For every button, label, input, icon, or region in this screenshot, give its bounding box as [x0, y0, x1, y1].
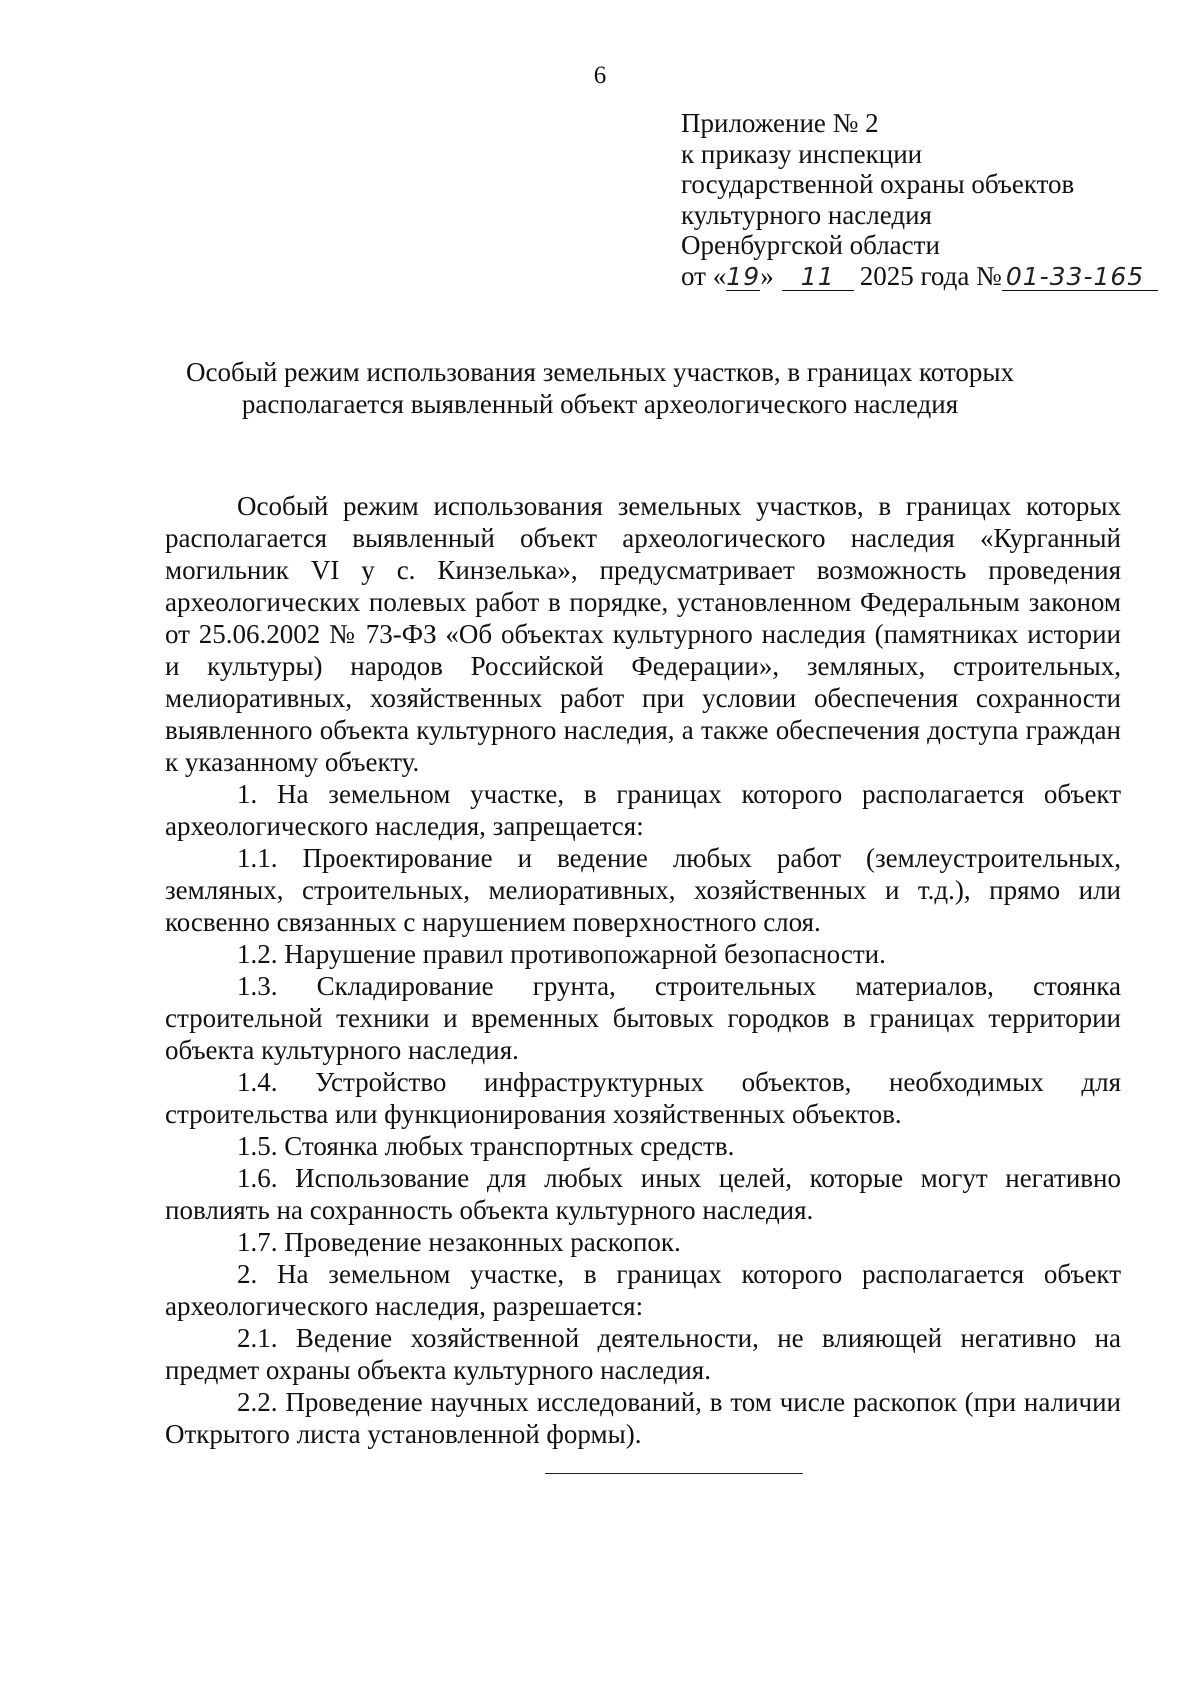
date-prefix: от «	[681, 260, 727, 291]
clause-1-2: 1.2. Нарушение правил противопожарной безопасности.	[237, 939, 886, 969]
appendix-line: государственной охраны объектов	[681, 169, 1075, 199]
appendix-line: к приказу инспекции	[681, 138, 923, 169]
title-line: располагается выявленный объект археологического наследия	[241, 389, 959, 419]
page-number: 6	[593, 62, 607, 89]
title-line: Особый режим использования земельных участков, в границах которых	[185, 357, 1015, 387]
order-date-line	[681, 261, 1181, 292]
clause-1-3: 1.3. Складирование грунта, строительных материалов, стоянка строительной техники и временных бытовых городков в границах территории объекта культурного наследия.	[165, 971, 1121, 1065]
handwritten-order-number: 01-33-165	[1002, 264, 1158, 291]
appendix-line: Оренбургской области	[681, 230, 940, 260]
clause-2-1: 2.1. Ведение хозяйственной деятельности, не влияющей негативно на предмет охраны объекта культурного наследия.	[165, 1323, 1121, 1385]
clause-1-7: 1.7. Проведение незаконных раскопок.	[237, 1227, 681, 1257]
clause-1: 1. На земельном участке, в границах которого располагается объект археологического наследия, запрещается:	[165, 779, 1121, 841]
handwritten-month: 11	[782, 264, 854, 291]
clause-1-1: 1.1. Проектирование и ведение любых работ (землеустроительных, земляных, строительных, мелиоративных, хозяйственных и т.д.), прямо или косвенно связанных с нарушением поверхностного слоя.	[165, 843, 1121, 937]
date-year-text: 2025 года №	[859, 260, 1002, 291]
clause-1-5: 1.5. Стоянка любых транспортных средств.	[237, 1131, 735, 1161]
appendix-line: культурного наследия	[681, 199, 932, 230]
appendix-line: Приложение № 2	[681, 108, 879, 138]
clause-2-2: 2.2. Проведение научных исследований, в том числе раскопок (при наличии Открытого листа установленной формы).	[165, 1387, 1121, 1449]
appendix-header	[681, 108, 1181, 291]
handwritten-day: 19	[726, 261, 761, 291]
clause-2: 2. На земельном участке, в границах которого располагается объект археологического наследия, разрешается:	[165, 1259, 1121, 1321]
document-title	[150, 356, 1050, 420]
intro-paragraph: Особый режим использования земельных участков, в границах которых располагается выявленный объект археологического наследия «Курганный могильник VI у с. Кинзелька», предусматривает возможность проведения археологических полевых работ в порядке, установленном Федеральным законом от 25.06.2002 № 73-ФЗ «Об объектах культурного наследия (памятниках истории и культуры) народов Российской Федерации», земляных, строительных, мелиоративных, хозяйственных работ при условии обеспечения сохранности выявленного объекта культурного наследия, а также обеспечения доступа граждан к указанному объекту.	[165, 491, 1121, 777]
clause-1-6: 1.6. Использование для любых иных целей, которые могут негативно повлиять на сохранность объекта культурного наследия.	[165, 1163, 1121, 1225]
clause-1-4: 1.4. Устройство инфраструктурных объектов, необходимых для строительства или функционирования хозяйственных объектов.	[165, 1067, 1121, 1129]
end-divider	[545, 1473, 803, 1474]
document-body	[165, 490, 1121, 1450]
date-quote-close: »	[760, 260, 774, 291]
